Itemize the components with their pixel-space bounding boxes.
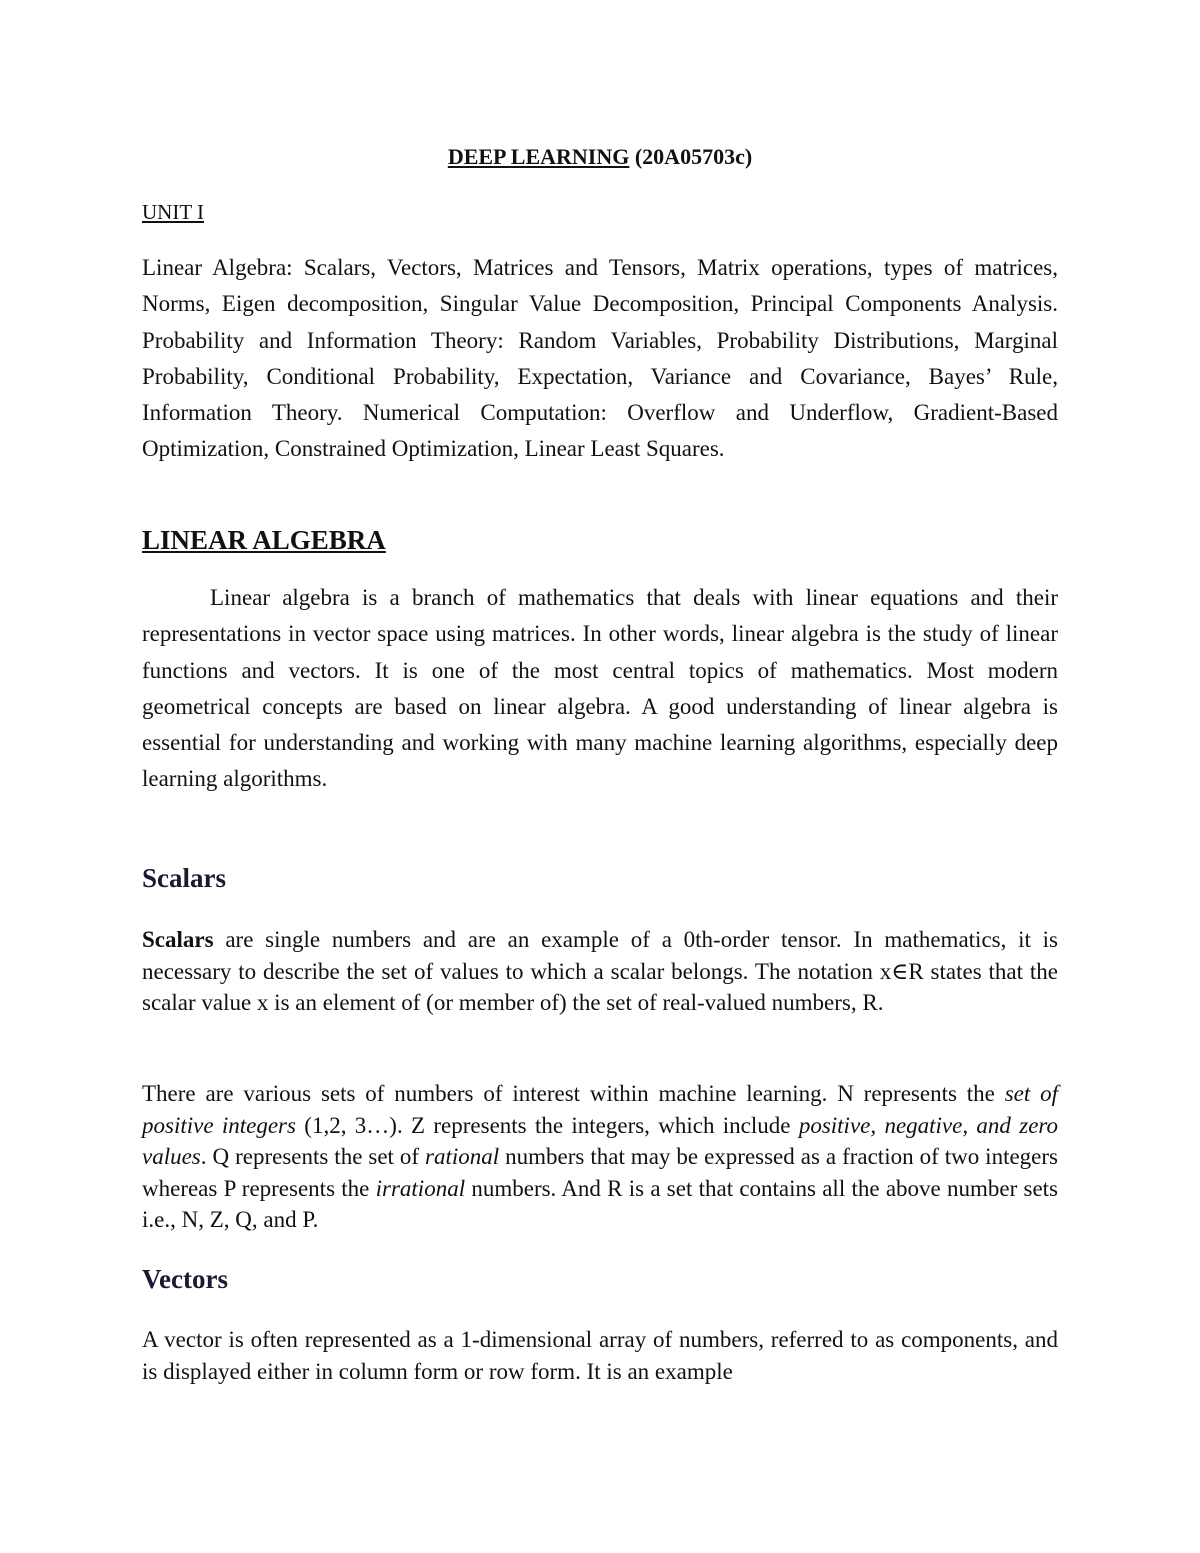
- integer-values-term: positive, negative, and zero values: [142, 1112, 1059, 1169]
- rational-term: rational: [425, 1144, 500, 1169]
- positive-integers-term: set of positive integers: [142, 1081, 1058, 1138]
- scalars-p2-text-a: There are various sets of numbers of interest within machine learning. N represents the: [142, 1081, 1005, 1106]
- scalars-paragraph-1: [142, 924, 1058, 1019]
- scalars-term: Scalars: [142, 927, 214, 952]
- course-name: DEEP LEARNING: [447, 144, 630, 169]
- unit-label: UNIT I: [142, 200, 205, 224]
- course-code: (20A05703c): [634, 144, 753, 169]
- linear-algebra-heading: LINEAR ALGEBRA: [142, 525, 386, 555]
- scalars-p1-text: are single numbers and are an example of a 0th-order tensor. In mathematics, it is necessary to describe the set of values to which a scalar belongs. The notation x∈R states that the scalar value x is an element of (or member of) the set of real-valued numbers, R.: [142, 927, 1058, 1015]
- scalars-p2-text-c: (1,2, 3…). Z represents the integers, which include: [295, 1112, 799, 1138]
- vectors-heading: Vectors: [142, 1264, 228, 1294]
- scalars-heading: Scalars: [142, 863, 226, 893]
- scalars-paragraph-2: [142, 1078, 1058, 1236]
- document-title: [142, 143, 1058, 171]
- linear-algebra-paragraph: Linear algebra is a branch of mathematics that deals with linear equations and their representations in vector space using matrices. In other words, linear algebra is the study of linear functions and vectors. It is one of the most central topics of mathematics. Most modern geometrical concepts are based on linear algebra. A good understanding of linear algebra is essential for understanding and working with many machine learning algorithms, especially deep learning algorithms.: [142, 585, 1058, 792]
- scalars-p2-text-g: numbers that may be expressed as a fraction of two integers whereas P represents the: [142, 1144, 1058, 1201]
- irrational-term: irrational: [375, 1175, 466, 1201]
- syllabus-paragraph: Linear Algebra: Scalars, Vectors, Matrices and Tensors, Matrix operations, types of matrices, Norms, Eigen decomposition, Singular Value Decomposition, Principal Components Analysis. Probability and Information Theory: Random Variables, Probability Distributions, Marginal Probability, Conditional Probability, Expectation, Variance and Covariance, Bayes’ Rule, Information Theory. Numerical Computation: Overflow and Underflow, Gradient-Based Optimization, Constrained Optimization, Linear Least Squares.: [142, 255, 1058, 462]
- scalars-p2-text-e: . Q represents the set of: [200, 1144, 426, 1169]
- scalars-p2-text-i: numbers. And R is a set that contains all the above number sets i.e., N, Z, Q, and P.: [142, 1175, 1058, 1232]
- vectors-paragraph: A vector is often represented as a 1-dimensional array of numbers, referred to as components, and is displayed either in column form or row form. It is an example: [142, 1327, 1058, 1384]
